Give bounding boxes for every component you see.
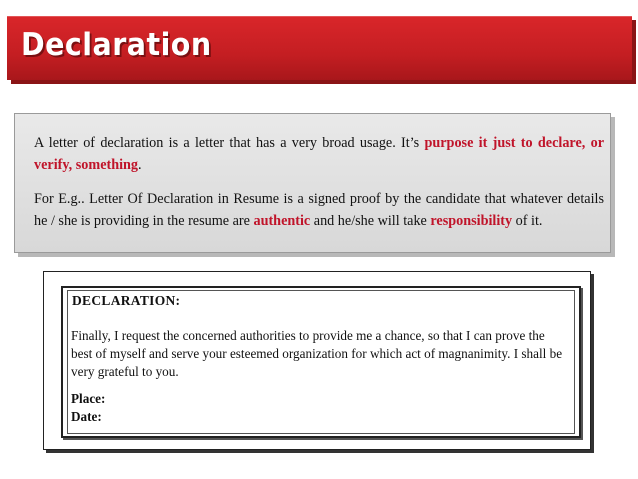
definition-text: A letter of declaration is a letter that has a very broad usage. It’s [34,135,425,151]
example-text: For E.g.. Letter Of Declaration in Resume is a signed proof by the candidate that whatever details he / she is providing in the resume are [34,191,604,229]
title-bar [7,16,632,80]
definition-highlight: purpose it just to declare, or verify, something [34,135,604,173]
definition-text-end: . [138,157,142,173]
sample-declaration-border [61,286,581,438]
sample-declaration-frame [43,271,591,450]
definition-paragraph [34,132,604,176]
example-highlight-responsibility: responsibility [430,213,513,229]
place-label: Place: [71,391,106,406]
example-highlight-authentic: authentic [253,213,311,229]
definition-box [14,113,611,253]
example-text-middle: and he/she will take [310,213,431,229]
example-paragraph [34,188,604,232]
sample-body: Finally, I request the concerned authorities to provide me a chance, so that I can prove the best of myself and serve your esteemed organization for which act of magnanimity. I shall be very grateful to you. [71,328,563,379]
page-title: Declaration [21,27,212,63]
sample-signature-fields [71,390,105,426]
sample-heading: DECLARATION: [72,293,181,308]
date-label: Date: [71,409,102,424]
example-text-end: of it. [512,213,543,229]
